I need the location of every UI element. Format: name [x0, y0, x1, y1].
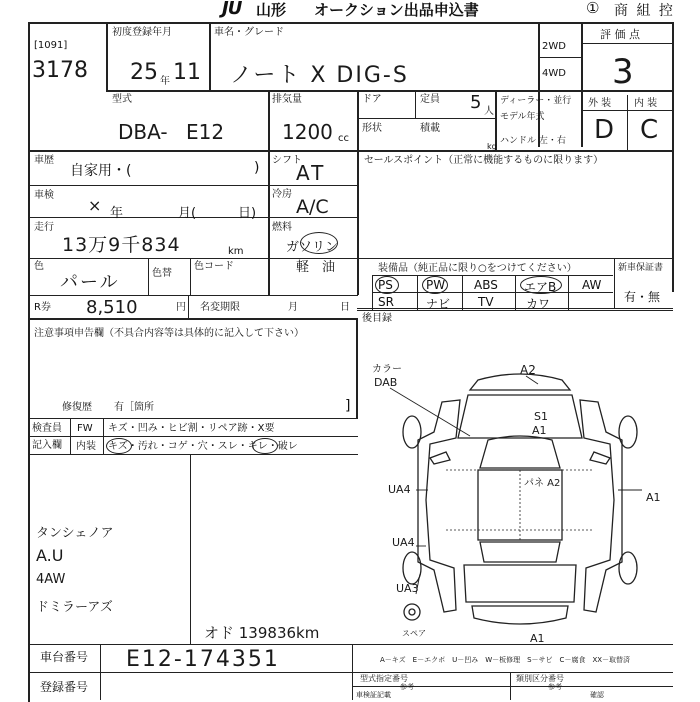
label-form-a: 型式指定番号	[360, 674, 408, 683]
label-person: 人	[484, 106, 494, 117]
value-eval-score: 3	[612, 52, 634, 92]
label-load: 積載	[420, 123, 440, 134]
label-insp-year: 年	[110, 206, 124, 221]
damage-a1-right: A1	[646, 491, 661, 504]
label-doors: ドア	[362, 94, 382, 105]
label-dealer: ディーラー・並行	[500, 96, 572, 106]
label-form-a-ref: 参考	[400, 683, 414, 691]
label-eval: 評 価 点	[600, 28, 640, 41]
damage-a2-front: A2	[520, 363, 536, 377]
damage-panel-a2: パネ A2	[524, 478, 561, 489]
label-km: km	[228, 246, 244, 257]
label-fw-items: キズ・凹み・ヒビ割・リペア跡・X要	[108, 423, 275, 434]
label-interior-items: キズ・汚れ・コゲ・穴・スレ・キレ・破レ	[108, 441, 298, 452]
label-rear-seat: 後目録	[362, 313, 392, 324]
label-form-b-ref: 参考	[548, 683, 562, 691]
label-displacement: 排気量	[272, 94, 302, 105]
label-nc-month: 月	[288, 302, 298, 313]
label-repair-yes: 有［箇所	[114, 402, 154, 413]
eq-pw: PW	[426, 278, 446, 292]
label-shape: 形状	[362, 123, 382, 134]
label-model-year: モデル年式	[500, 112, 545, 122]
label-color-code: 色コード	[194, 261, 234, 272]
stamp-circle: ①	[586, 0, 600, 17]
label-color: 色	[34, 261, 44, 272]
auction-sheet: JU 山形 オークション出品申込書 ① 商 組 控 [1091] 3178 初度登録年月 25 年 11 車名・グレード ノート X DIG-S 2WD 4WD 評 価 点 3 型式 DBA- E12 排気量 1200 cc ドア 定員 5 人 形状 積載 kg ディーラー・並行 モデル年式 ハンドル 左・右 外 装 内 装 D C 車歴 自家用・( ) シフト AT セールスポイント（正常に機能するものに限ります） 車検 × 年 月( 日) 冷房 A/C 走行 13万9千834 km 燃料 ガソリン 軽 油 色 パール 色替 色コード 装備品（純正品に限り○をつけてください） 新車保証書 有・無 PS PW ABS エアB AW SR ナビ TV カワ 後目録 R券 8,510 円 名変期限 月 日 注意事項申告欄（不具合内容等は具体的に記入して下さい） 修復歴 有［箇所 ] 検査員 記入欄 FW キズ・凹み・ヒビ割・リペア跡・X要 内装 キズ・汚れ・コゲ・穴・スレ・キレ・破レ タンシェノア A.U 4AW ドミラーアズ オド 139836km 車台番号 E12-174351 登録番号 A－キズ E－エクボ U－凹み W－板修理 S－サビ C－腐食 XX－取替済 型式指定番号 参考 類別区分番号 参考 車検証記載 確認 カラー DAB A2 S1 A1 UA4 A1 パネ A2 UA4 UA3 スペア A1	[0, 0, 700, 700]
label-fw: FW	[77, 423, 93, 434]
label-inspection: 車検	[34, 190, 54, 201]
usage-close: )	[254, 160, 260, 176]
value-shift: AT	[296, 161, 327, 185]
label-reg-no: 登録番号	[40, 680, 89, 694]
note-3: 4AW	[36, 572, 66, 587]
value-usage: 自家用・(	[70, 163, 132, 179]
label-insp-day: 日)	[238, 206, 257, 221]
eq-ab: エアB	[524, 280, 557, 294]
note-1: タンシェノア	[36, 526, 114, 541]
label-usage: 車歴	[34, 155, 54, 166]
fuel-gasoline: ガソリン	[286, 240, 339, 255]
label-check: 確認	[590, 691, 604, 699]
label-handle: ハンドル 左・右	[500, 136, 566, 146]
value-int-grade: C	[640, 115, 659, 145]
label-4wd: 4WD	[542, 68, 566, 79]
value-ac: A/C	[296, 196, 329, 218]
value-displacement: 1200	[282, 120, 333, 144]
label-ac: 冷房	[272, 189, 292, 200]
value-first-reg-month: 11	[173, 60, 201, 85]
label-nc-day: 日	[340, 302, 350, 313]
value-capacity: 5	[470, 92, 482, 113]
label-interior: 内 装	[634, 98, 658, 109]
label-mileage: 走行	[34, 222, 54, 233]
diagram-color-label: カラー	[372, 364, 402, 375]
form-title: オークション出品申込書	[314, 1, 479, 19]
label-capacity: 定員	[420, 94, 440, 105]
damage-ua4-2: UA4	[392, 536, 415, 549]
note-2: A.U	[36, 546, 64, 565]
label-car-name: 車名・グレード	[214, 27, 284, 38]
label-yen: 円	[176, 302, 186, 313]
label-sales-point: セールスポイント（正常に機能するものに限ります）	[364, 155, 604, 166]
label-vehicle-no: 車台番号	[40, 650, 89, 664]
lot-code: [1091]	[34, 40, 68, 51]
value-color: パール	[60, 272, 120, 293]
label-inspector: 検査員	[32, 423, 62, 434]
label-interior-row: 内装	[76, 441, 96, 452]
label-fuel: 燃料	[272, 222, 292, 233]
label-car-stamp: 車検証記載	[356, 691, 391, 699]
odo-note: オド 139836km	[204, 624, 320, 642]
note-4: ドミラーアズ	[36, 600, 113, 615]
value-warranty-opts: 有・無	[624, 290, 661, 304]
brand-name: 山形	[256, 1, 287, 19]
damage-s1: S1	[534, 410, 548, 423]
label-equipment: 装備品（純正品に限り○をつけてください）	[378, 263, 577, 274]
value-car-name: ノート X DIG-S	[230, 63, 409, 88]
eq-aw: AW	[582, 278, 602, 292]
label-notes: 注意事項申告欄（不具合内容等は具体的に記入して下さい）	[34, 328, 304, 339]
damage-a1-bottom: A1	[530, 632, 545, 645]
label-name-change: 名変期限	[200, 302, 240, 313]
eq-ps: PS	[378, 278, 393, 292]
label-entry: 記入欄	[32, 440, 62, 451]
eq-navi: ナビ	[426, 297, 451, 311]
lot-number: 3178	[32, 58, 88, 83]
label-spare: スペア	[402, 629, 426, 638]
eq-sr: SR	[378, 295, 394, 309]
label-shift: シフト	[272, 155, 302, 166]
damage-ua4-left: UA4	[388, 483, 411, 496]
label-repair-history: 修復歴	[62, 402, 92, 413]
label-model: 型式	[112, 94, 132, 105]
value-insp-year: ×	[88, 196, 102, 215]
damage-a1-top: A1	[532, 424, 547, 437]
damage-ua3: UA3	[396, 582, 419, 595]
ju-logo: JU	[222, 0, 242, 19]
value-ext-grade: D	[594, 115, 615, 145]
label-kg: kg	[487, 142, 497, 151]
diagram-color-value: DAB	[374, 376, 398, 389]
eq-abs: ABS	[474, 278, 498, 292]
eq-kawa: カワ	[526, 297, 551, 311]
fuel-circle	[300, 232, 338, 254]
label-form-b: 類別区分番号	[516, 674, 564, 683]
fuel-diesel: 軽 油	[296, 260, 336, 275]
value-vehicle-no: E12-174351	[126, 647, 280, 672]
label-year-unit: 年	[160, 76, 170, 87]
label-recycle: R券	[34, 302, 51, 313]
label-insp-month: 月(	[178, 206, 197, 221]
value-recycle: 8,510	[86, 297, 138, 318]
value-first-reg-year: 25	[130, 60, 158, 85]
eq-tv: TV	[478, 295, 494, 309]
label-cc: cc	[338, 133, 349, 144]
value-model-code: E12	[186, 120, 225, 144]
value-model-prefix: DBA-	[118, 120, 168, 144]
label-2wd: 2WD	[542, 41, 566, 52]
label-exterior: 外 装	[588, 98, 612, 109]
value-mileage: 13万9千834	[62, 234, 181, 256]
damage-legend: A－キズ E－エクボ U－凹み W－板修理 S－サビ C－腐食 XX－取替済	[380, 656, 631, 664]
stamp-text: 商 組 控	[614, 3, 675, 19]
label-first-reg: 初度登録年月	[112, 27, 172, 38]
label-color-change: 色替	[152, 268, 172, 279]
label-new-warranty: 新車保証書	[618, 263, 664, 273]
